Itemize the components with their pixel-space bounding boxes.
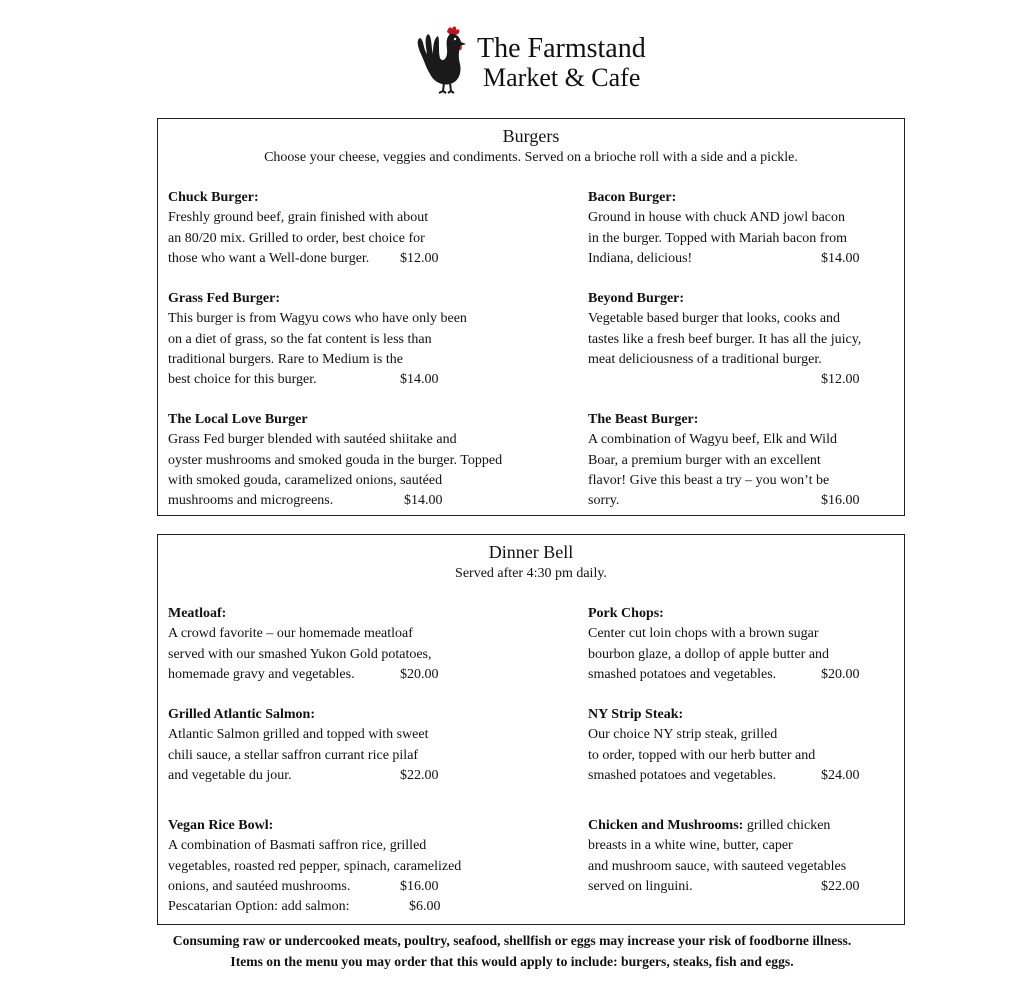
rooster-icon [414,24,474,94]
item-desc: smashed potatoes and vegetables. [588,666,777,682]
item-desc: onions, and sautéed mushrooms. [168,878,351,894]
menu-item [168,188,568,269]
item-name: Vegan Rice Bowl: [168,818,274,833]
menu-item [168,289,568,390]
item-option-price: $6.00 [409,899,441,915]
item-price: $20.00 [400,666,439,682]
menu-item [168,816,568,917]
menu-item [588,289,888,390]
item-name: Pork Chops: [588,606,664,621]
item-desc: served with our smashed Yukon Gold potatoes, [168,646,432,662]
item-desc: in the burger. Topped with Mariah bacon from [588,230,847,246]
item-desc: served on linguini. [588,878,693,894]
menu-item [588,816,888,897]
menu-item [588,188,888,269]
item-name: NY Strip Steak: [588,707,684,722]
item-price: $14.00 [404,493,443,509]
item-name: The Local Love Burger [168,412,308,427]
item-price: $16.00 [400,878,439,894]
dinner-section [157,534,905,925]
menu-item [168,604,568,685]
item-price: $12.00 [821,372,860,388]
health-warning-line1: Consuming raw or undercooked meats, poultry, seafood, shellfish or eggs may increase your risk of foodborne illness. [172,933,852,948]
item-desc: tastes like a fresh beef burger. It has all the juicy, [588,331,862,347]
menu-item [588,705,888,786]
item-desc: meat deliciousness of a traditional burger. [588,351,822,367]
item-name: The Beast Burger: [588,412,699,427]
item-desc: traditional burgers. Rare to Medium is the [168,351,403,367]
item-desc: Our choice NY strip steak, grilled [588,727,778,743]
item-desc: Atlantic Salmon grilled and topped with sweet [168,727,429,743]
item-name: Grass Fed Burger: [168,291,280,306]
item-desc: Freshly ground beef, grain finished with about [168,210,429,226]
burgers-section [157,118,905,516]
item-desc: on a diet of grass, so the fat content is less than [168,331,432,347]
item-desc: bourbon glaze, a dollop of apple butter and [588,646,830,662]
item-name: Chicken and Mushrooms: [588,818,744,833]
item-desc: chili sauce, a stellar saffron currant rice pilaf [168,747,419,763]
item-name: Meatloaf: [168,606,227,621]
menu-item [168,410,578,511]
item-price: $16.00 [821,493,860,509]
menu-item [588,604,888,685]
item-desc: sorry. [588,493,620,509]
item-desc: Vegetable based burger that looks, cooks and [588,311,841,327]
item-desc: A crowd favorite – our homemade meatloaf [168,626,413,642]
item-desc: Indiana, delicious! [588,250,693,266]
item-desc: and vegetable du jour. [168,767,292,783]
item-desc: Ground in house with chuck AND jowl bacon [588,210,846,226]
item-price: $12.00 [400,250,439,266]
item-desc: A combination of Basmati saffron rice, grilled [168,838,427,854]
item-price: $14.00 [400,372,439,388]
section-title: Dinner Bell [488,542,574,562]
item-desc: oyster mushrooms and smoked gouda in the burger. Topped [168,452,503,468]
item-option: Pescatarian Option: add salmon: [168,899,350,915]
item-price: $22.00 [400,767,439,783]
item-name: Grilled Atlantic Salmon: [168,707,315,722]
item-desc: smashed potatoes and vegetables. [588,767,777,783]
item-name: Beyond Burger: [588,291,685,306]
item-desc: those who want a Well-done burger. [168,250,370,266]
item-desc: flavor! Give this beast a try – you won’t be [588,472,830,488]
item-desc: to order, topped with our herb butter and [588,747,816,763]
section-title: Burgers [502,126,560,146]
item-desc: A combination of Wagyu beef, Elk and Wild [588,432,837,448]
item-desc: homemade gravy and vegetables. [168,666,355,682]
health-warning-line2: Items on the menu you may order that this would apply to include: burgers, steaks, fish and eggs. [230,954,794,969]
section-subtitle: Served after 4:30 pm daily. [455,566,607,581]
logo [414,24,664,96]
item-desc: mushrooms and microgreens. [168,493,334,509]
item-desc: an 80/20 mix. Grilled to order, best choice for [168,230,425,246]
item-desc: This burger is from Wagyu cows who have only been [168,311,467,327]
item-desc: with smoked gouda, caramelized onions, sautéed [168,472,443,488]
item-desc: Boar, a premium burger with an excellent [588,452,821,468]
logo-title-line1: The Farmstand [477,33,646,64]
item-price: $14.00 [821,250,860,266]
item-desc: and mushroom sauce, with sauteed vegetables [588,858,847,874]
item-price: $22.00 [821,878,860,894]
item-desc: grilled chicken [743,818,831,833]
item-price: $20.00 [821,666,860,682]
item-desc: best choice for this burger. [168,372,317,388]
item-desc: Grass Fed burger blended with sautéed shiitake and [168,432,457,448]
logo-title-line2: Market & Cafe [483,63,641,92]
menu-item [168,705,568,786]
menu-item [588,410,888,511]
section-subtitle: Choose your cheese, veggies and condiments. Served on a brioche roll with a side and a pickle. [264,150,798,165]
item-desc: Center cut loin chops with a brown sugar [588,626,819,642]
item-desc: breasts in a white wine, butter, caper [588,838,793,854]
item-desc: vegetables, roasted red pepper, spinach, caramelized [168,858,462,874]
item-price: $24.00 [821,767,860,783]
item-name: Chuck Burger: [168,190,259,205]
item-name: Bacon Burger: [588,190,677,205]
